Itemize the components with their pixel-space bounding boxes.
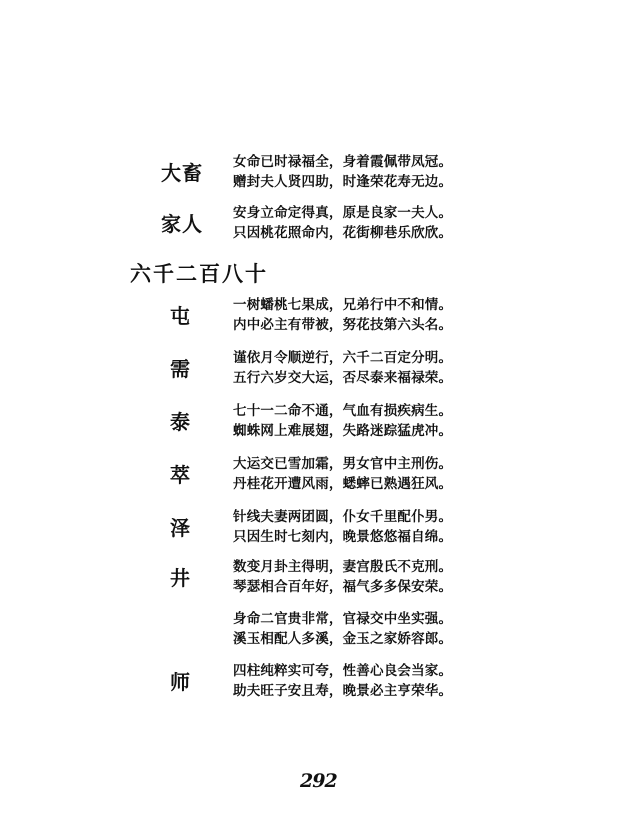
verse-line-1: 针线夫妻两团圆，仆女千里配仆男。 — [233, 509, 453, 525]
verse-line-2: 蜘蛛网上难展翅，失路迷踪猛虎冲。 — [233, 423, 453, 439]
verse-line-2: 赠封夫人贤四助，时逢荣花寿无边。 — [233, 174, 453, 190]
page-number: 292 — [300, 770, 337, 792]
verse-line-1: 大运交已雪加霜，男女官中主刑伤。 — [233, 456, 453, 472]
verse — [233, 295, 452, 335]
verse-line-1: 一树蟠桃七果成，兄弟行中不和情。 — [233, 297, 453, 313]
verse-line-2: 只因生时七刻内，晚景悠悠福自绵。 — [233, 529, 453, 545]
verse-line-1: 女命已时禄福全，身着霞佩带凤冠。 — [233, 154, 453, 170]
verse-line-1: 安身立命定得真，原是良家一夫人。 — [233, 205, 453, 221]
verse — [233, 152, 452, 192]
verse-line-2: 只因桃花照命内，花街柳巷乐欣欣。 — [233, 225, 453, 241]
verse-line-1: 身命二官贵非常，官禄交中坐实强。 — [233, 611, 453, 627]
entry-label: 家人 — [161, 212, 203, 236]
entry-label: 需 — [170, 357, 191, 381]
verse — [233, 609, 452, 649]
verse — [233, 203, 452, 243]
verse — [233, 661, 452, 701]
entry-label: 大畜 — [161, 161, 203, 185]
entry-label: 井 — [170, 566, 191, 590]
verse-line-1: 数变月卦主得明，妻宫殷氏不克刑。 — [233, 559, 453, 575]
verse-line-2: 助夫旺子安且寿，晚景必主亨荣华。 — [233, 683, 453, 699]
verse-line-1: 四柱纯粹实可夸，性善心良会当家。 — [233, 663, 453, 679]
entry-label: 泽 — [170, 516, 191, 540]
verse — [233, 401, 452, 441]
verse-line-2: 溪玉相配人多溪，金玉之家娇容郎。 — [233, 631, 453, 647]
verse-line-2: 琴瑟相合百年好，福气多多保安荣。 — [233, 579, 453, 595]
entry-label: 师 — [170, 670, 191, 694]
entry-label: 泰 — [170, 410, 191, 434]
verse-line-1: 七十一二命不通，气血有损疾病生。 — [233, 403, 453, 419]
verse-line-2: 丹桂花开遭风雨，蟋蟀已熟遇狂风。 — [233, 476, 453, 492]
entry-label: 萃 — [170, 463, 191, 487]
verse — [233, 557, 452, 597]
verse — [233, 348, 452, 388]
verse-line-1: 谨依月令顺逆行，六千二百定分明。 — [233, 350, 453, 366]
verse — [233, 507, 452, 547]
verse — [233, 454, 452, 494]
entry-label: 屯 — [170, 304, 191, 328]
section-heading: 六千二百八十 — [130, 261, 268, 286]
verse-line-2: 五行六岁交大运，否尽泰来福禄荣。 — [233, 370, 453, 386]
verse-line-2: 内中必主有带被，努花技第六头名。 — [233, 317, 453, 333]
